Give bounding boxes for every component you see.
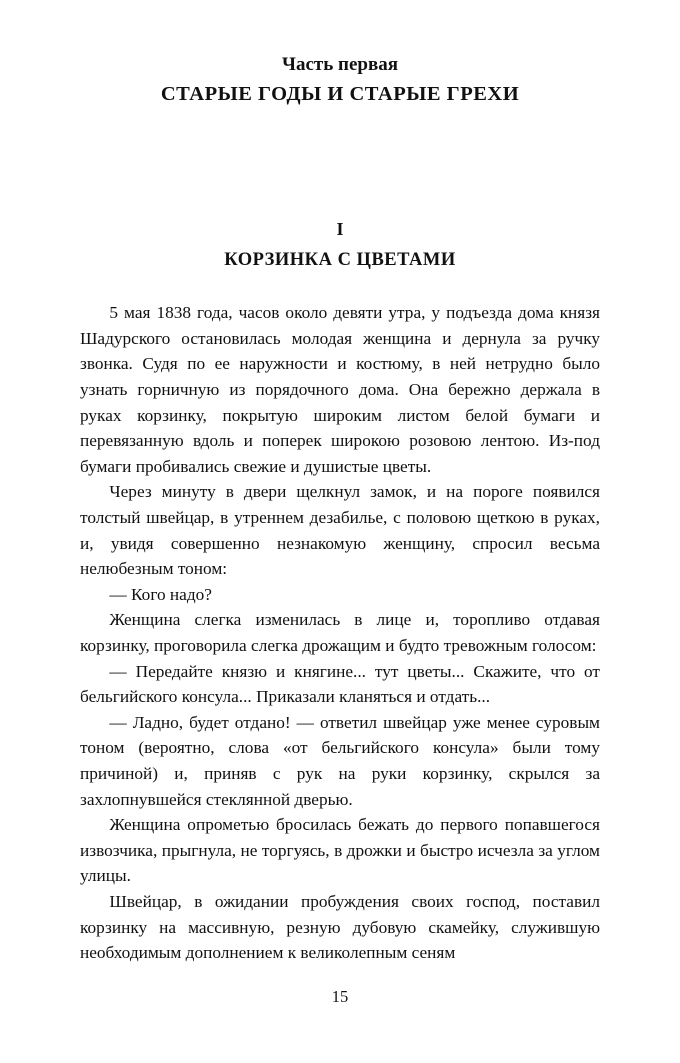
- part-heading-title: СТАРЫЕ ГОДЫ И СТАРЫЕ ГРЕХИ: [160, 82, 520, 105]
- paragraph: Женщина слегка изменилась в лице и, торопливо отдавая корзинку, проговорила слегка дрожащим и будто тревожным голосом:: [80, 610, 600, 655]
- paragraph: Женщина опрометью бросилась бежать до первого попавшегося извозчика, прыгнула, не торгуясь, в дрожки и быстро исчезла за углом улицы.: [80, 815, 600, 886]
- body-text: [80, 300, 600, 965]
- part-header: [80, 52, 600, 109]
- chapter-header: [80, 217, 600, 274]
- chapter-number: I: [336, 219, 344, 240]
- page-content: [0, 52, 680, 966]
- paragraph-dialogue: — Передайте князю и княгине... тут цветы... Скажите, что от бельгийского консула... Приказали кланяться и отдать...: [80, 661, 600, 707]
- paragraph-dialogue: — Ладно, будет отдано! — ответил швейцар уже менее суровым тоном (вероятно, слова «от бельгийского консула» были тому причиной) и, приняв с рук на руки корзинку, скрылся за захлопнувшейся стеклянной дверью.: [80, 712, 600, 809]
- paragraph: 5 мая 1838 года, часов около девяти утра, у подъезда дома князя Шадурского остановилась молодая женщина и дернула за ручку звонка. Судя по ее наружности и костюму, в ней нетрудно было узнать горничную из порядочного дома. Она бережно держала в руках корзинку, покрытую широким листом белой бумаги и перевязанную вдоль и поперек широкою розовою лентою. Из-под бумаги пробивались свежие и душистые цветы.: [80, 303, 600, 476]
- part-title: Часть первая: [282, 54, 398, 75]
- page-number: 15: [331, 987, 349, 1006]
- paragraph-dialogue: — Кого надо?: [109, 584, 212, 604]
- paragraph: Швейцар, в ожидании пробуждения своих господ, поставил корзинку на массивную, резную дубовую скамейку, служившую необходимым дополнением к великолепным сеням: [80, 891, 600, 963]
- chapter-title: КОРЗИНКА С ЦВЕТАМИ: [224, 249, 456, 270]
- paragraph: Через минуту в двери щелкнул замок, и на пороге появился толстый швейцар, в утреннем дезабилье, с половою щеткою в руках, и, увидя совершенно незнакомую женщину, спросил весьма нелюбезным тоном:: [80, 482, 600, 579]
